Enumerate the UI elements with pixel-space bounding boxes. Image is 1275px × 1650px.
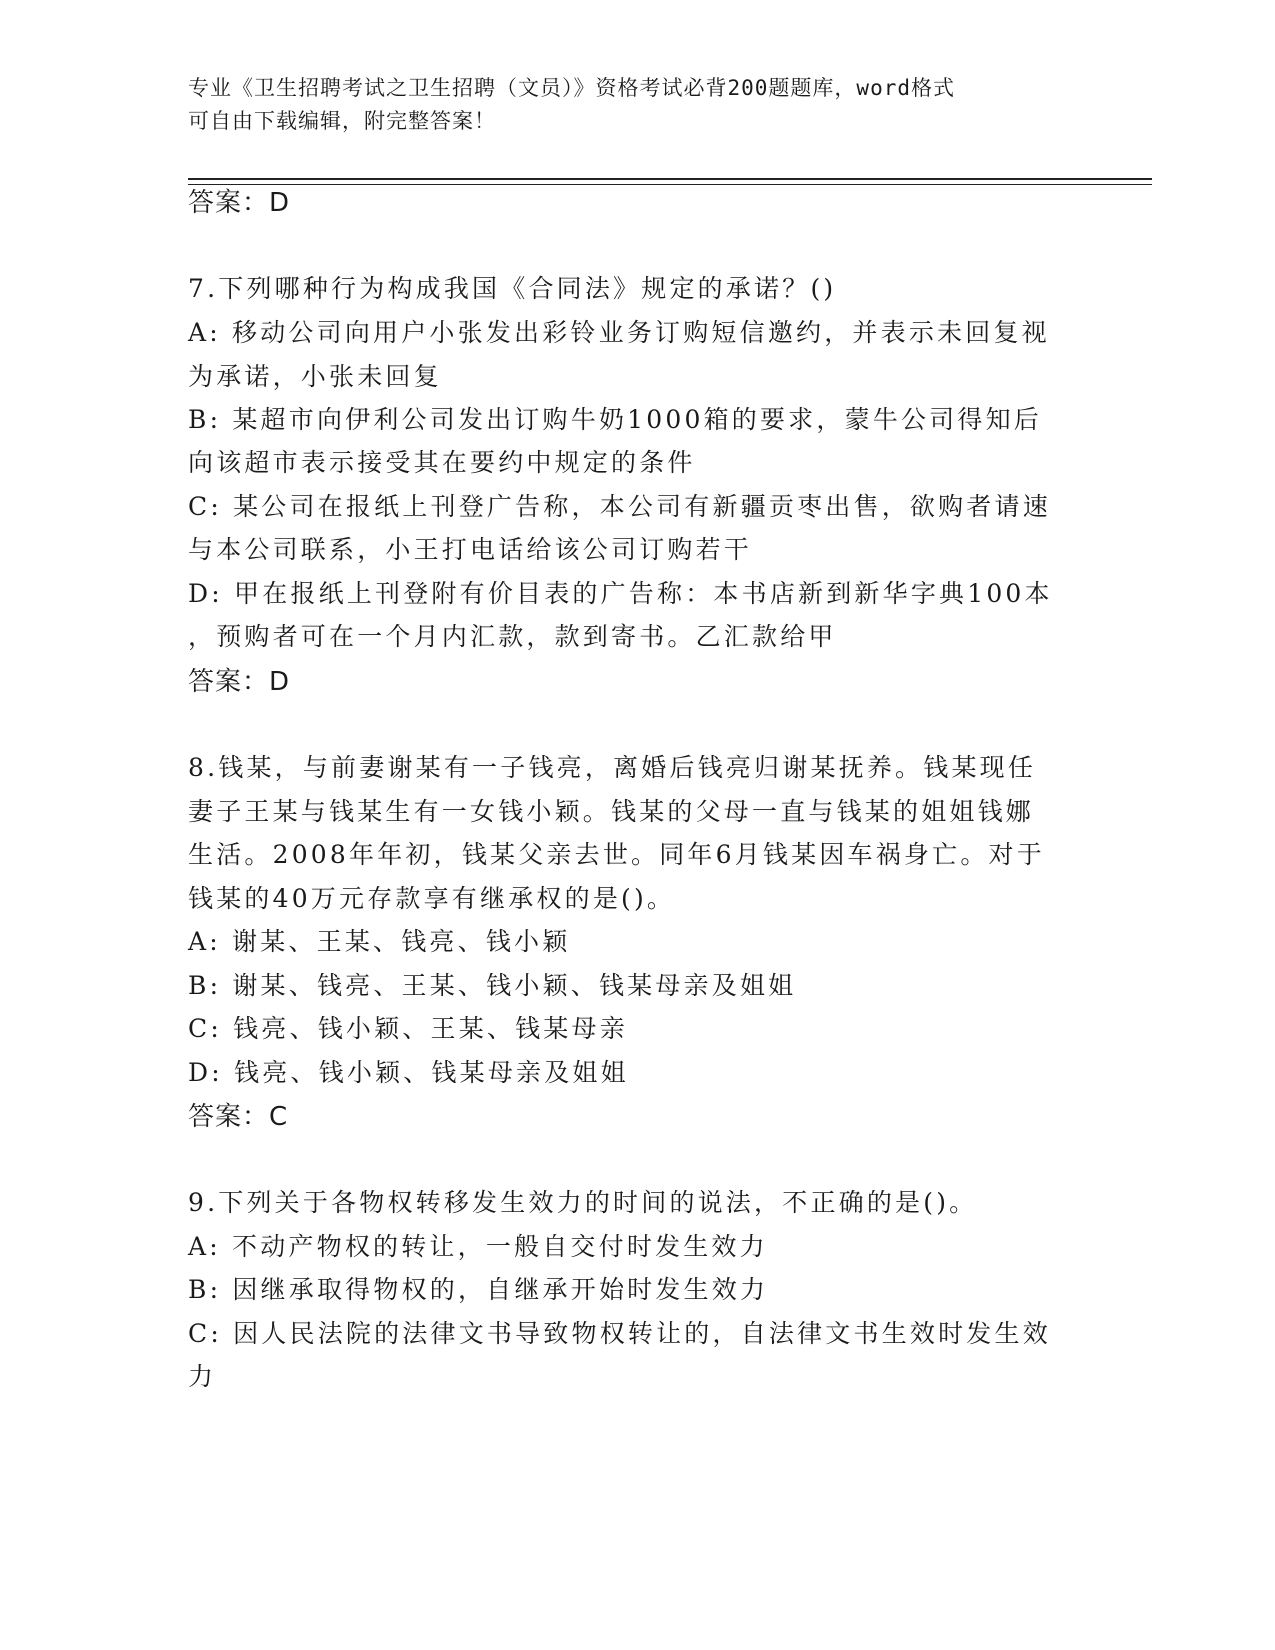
q8-stem-line1: 8.钱某，与前妻谢某有一子钱亮，离婚后钱亮归谢某抚养。钱某现任: [188, 753, 1037, 782]
q8-stem-line4: 钱某的40万元存款享有继承权的是()。: [188, 884, 676, 913]
q9-option-c-line2: 力: [188, 1362, 217, 1391]
q7-answer: 答案：D: [188, 667, 291, 697]
header-divider-thin: [188, 184, 1152, 185]
q8-option-b: B: 谢某、钱亮、王某、钱小颖、钱某母亲及姐姐: [188, 971, 797, 1000]
q9-stem: 9.下列关于各物权转移发生效力的时间的说法，不正确的是()。: [188, 1188, 978, 1217]
q7-option-c-line2: 与本公司联系，小王打电话给该公司订购若干: [188, 535, 753, 564]
header-line-1: 专业《卫生招聘考试之卫生招聘（文员）》资格考试必背200题题库，word格式: [188, 76, 955, 100]
q7-option-d-line2: ，预购者可在一个月内汇款，款到寄书。乙汇款给甲: [188, 622, 837, 651]
q7-option-a-line1: A: 移动公司向用户小张发出彩铃业务订购短信邀约，并表示未回复视: [188, 318, 1050, 347]
answer-previous: 答案：D: [188, 188, 291, 218]
q8-stem-line3: 生活。2008年年初，钱某父亲去世。同年6月钱某因车祸身亡。对于: [188, 840, 1045, 869]
header-line-2: 可自由下载编辑，附完整答案！: [188, 109, 496, 133]
q8-option-c: C: 钱亮、钱小颖、王某、钱某母亲: [188, 1014, 628, 1043]
q7-option-b-line1: B: 某超市向伊利公司发出订购牛奶1000箱的要求，蒙牛公司得知后: [188, 405, 1042, 434]
q7-option-c-line1: C: 某公司在报纸上刊登广告称，本公司有新疆贡枣出售，欲购者请速: [188, 492, 1051, 521]
q7-stem: 7.下列哪种行为构成我国《合同法》规定的承诺？(): [188, 274, 837, 303]
q8-answer: 答案：C: [188, 1102, 289, 1132]
header-divider-thick: [188, 178, 1152, 180]
q8-option-d: D: 钱亮、钱小颖、钱某母亲及姐姐: [188, 1058, 629, 1087]
q9-option-a: A: 不动产物权的转让，一般自交付时发生效力: [188, 1232, 768, 1261]
q8-stem-line2: 妻子王某与钱某生有一女钱小颖。钱某的父母一直与钱某的姐姐钱娜: [188, 797, 1035, 826]
q8-option-a: A: 谢某、王某、钱亮、钱小颖: [188, 927, 571, 956]
q9-option-b: B: 因继承取得物权的，自继承开始时发生效力: [188, 1275, 769, 1304]
q7-option-a-line2: 为承诺，小张未回复: [188, 362, 442, 391]
page-header: [188, 72, 1088, 138]
q9-option-c-line1: C: 因人民法院的法律文书导致物权转让的，自法律文书生效时发生效: [188, 1319, 1051, 1348]
q7-option-b-line2: 向该超市表示接受其在要约中规定的条件: [188, 448, 696, 477]
q7-option-d-line1: D: 甲在报纸上刊登附有价目表的广告称：本书店新到新华字典100本: [188, 579, 1053, 608]
